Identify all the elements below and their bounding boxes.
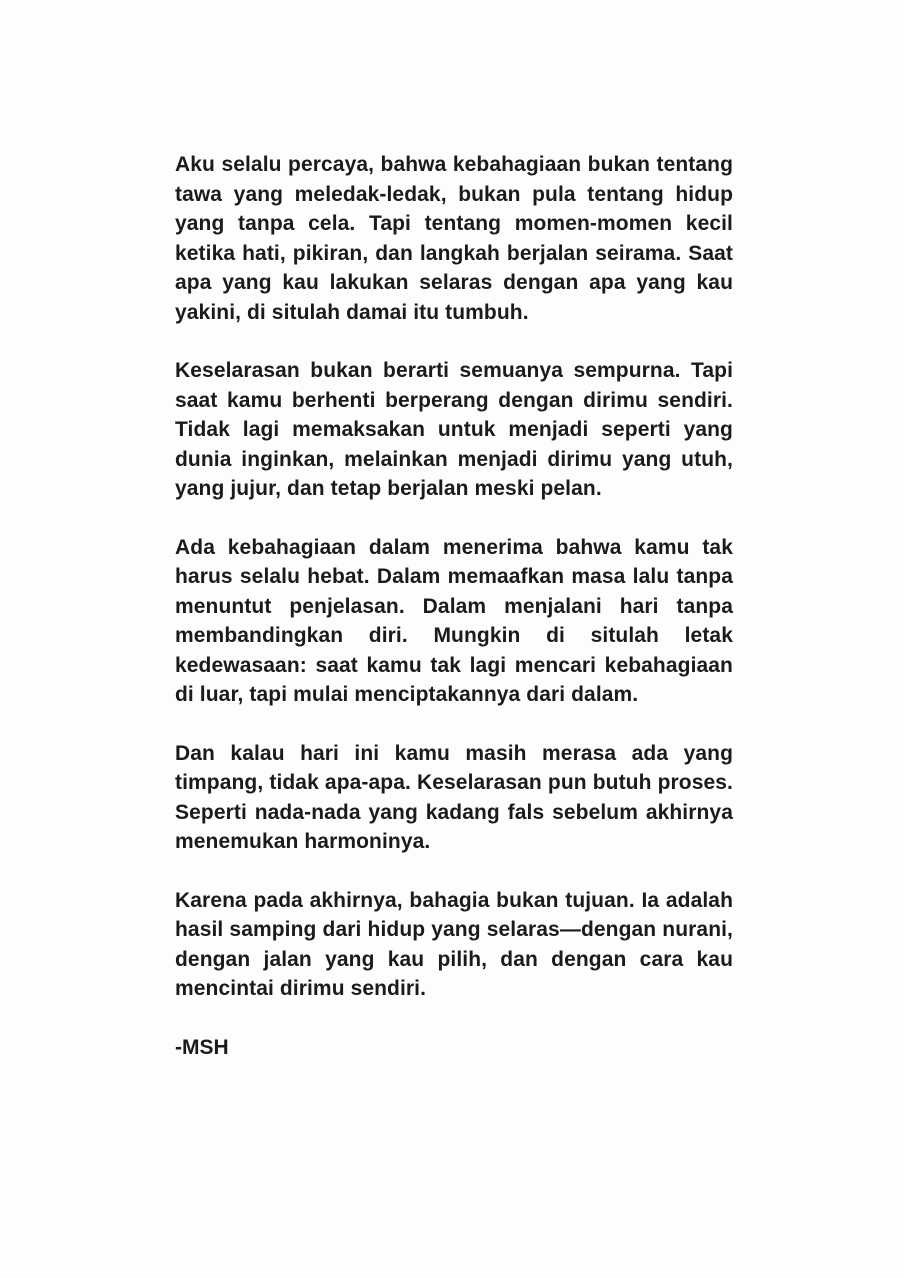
paragraph-2: Keselarasan bukan berarti semuanya sempurna. Tapi saat kamu berhenti berperang dengan dirimu sendiri. Tidak lagi memaksakan untuk menjadi seperti yang dunia inginkan, melainkan menjadi dirimu yang utuh, yang jujur, dan tetap berjalan meski pelan. (175, 359, 733, 500)
paragraph-1: Aku selalu percaya, bahwa kebahagiaan bukan tentang tawa yang meledak-ledak, bukan pula tentang hidup yang tanpa cela. Tapi tentang momen-momen kecil ketika hati, pikiran, dan langkah berjalan seirama. Saat apa yang kau lakukan selaras dengan apa yang kau yakini, di situlah damai itu tumbuh. (175, 153, 733, 324)
paragraph-5: Karena pada akhirnya, bahagia bukan tujuan. Ia adalah hasil samping dari hidup yang selaras—dengan nurani, dengan jalan yang kau pilih, dan dengan cara kau mencintai dirimu sendiri. (175, 888, 733, 1000)
paragraph-3: Ada kebahagiaan dalam menerima bahwa kamu tak harus selalu hebat. Dalam memaafkan masa lalu tanpa menuntut penjelasan. Dalam menjalani hari tanpa membandingkan diri. Mungkin di situlah letak kedewasaan: saat kamu tak lagi mencari kebahagiaan di luar, tapi mulai menciptakannya dari dalam. (175, 535, 733, 706)
paragraph-4: Dan kalau hari ini kamu masih merasa ada yang timpang, tidak apa-apa. Keselarasan pun butuh proses. Seperti nada-nada yang kadang fals sebelum akhirnya menemukan harmoninya. (175, 741, 733, 853)
signature: -MSH (175, 1035, 229, 1059)
